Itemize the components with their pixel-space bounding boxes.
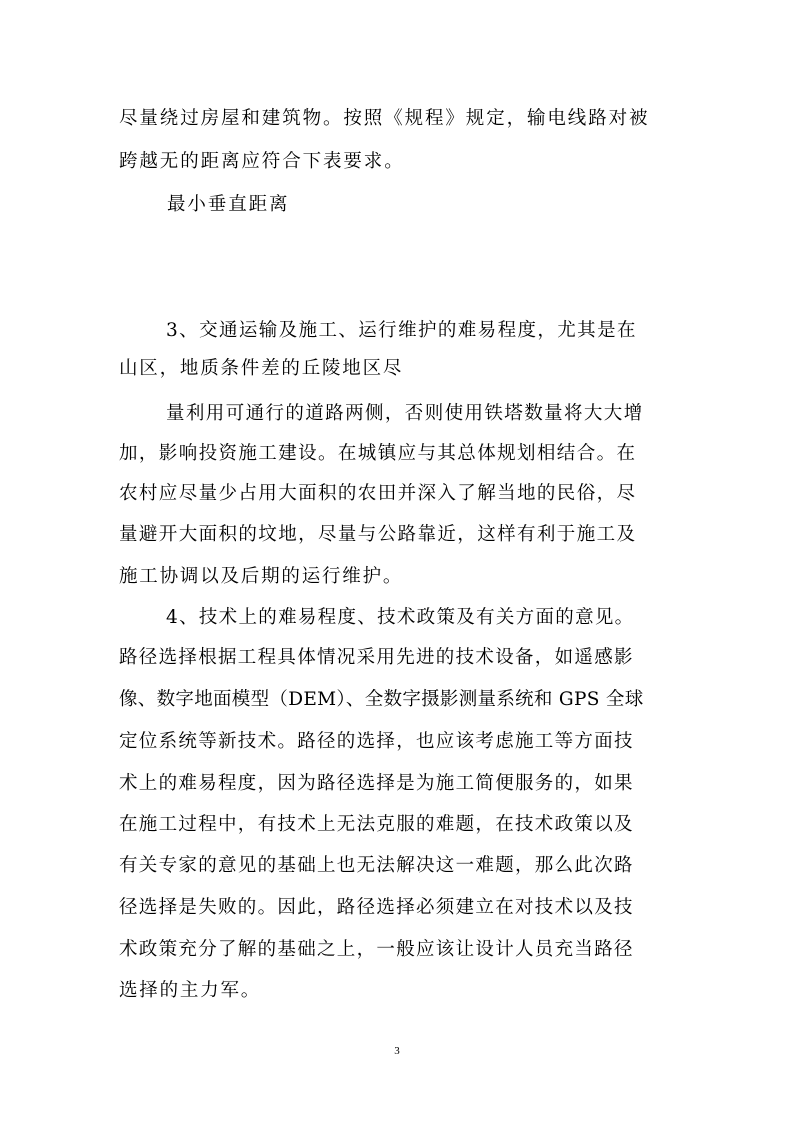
text-line: 施工协调以及后期的运行维护。 bbox=[119, 566, 404, 587]
text-line: 径选择是失败的。因此，路径选择必须建立在对技术以及技 bbox=[119, 897, 634, 918]
text-line: 量避开大面积的坟地，尽量与公路靠近，这样有利于施工及 bbox=[119, 524, 637, 545]
text-line: 农村应尽量少占用大面积的农田并深入了解当地的民俗，尽 bbox=[119, 483, 637, 504]
text-line: 尽量绕过房屋和建筑物。按照《规程》规定，输电线路对被 bbox=[119, 108, 650, 129]
text-line: 量利用可通行的道路两侧，否则使用铁塔数量将大大增 bbox=[166, 403, 644, 424]
text-line: 加，影响投资施工建设。在城镇应与其总体规划相结合。在 bbox=[119, 443, 637, 464]
text-line: 术政策充分了解的基础之上，一般应该让设计人员充当路径 bbox=[119, 939, 634, 960]
text-line: 选择的主力军。 bbox=[119, 980, 262, 1001]
text-line: 4、技术上的难易程度、技术政策及有关方面的意见。 bbox=[166, 607, 635, 628]
page-number: 3 bbox=[394, 1045, 400, 1057]
text-line: 跨越无的距离应符合下表要求。 bbox=[119, 151, 405, 172]
text-line: 3、交通运输及施工、运行维护的难易程度，尤其是在 bbox=[166, 320, 637, 341]
text-line: 定位系统等新技术。路径的选择，也应该考虑施工等方面技 bbox=[119, 731, 634, 752]
text-line: 像、数字地面模型（DEM）、全数字摄影测量系统和 GPS 全球 bbox=[119, 689, 644, 710]
text-line: 有关专家的意见的基础上也无法解决这一难题，那么此次路 bbox=[119, 855, 634, 876]
table-caption: 最小垂直距离 bbox=[167, 194, 290, 215]
text-line: 路径选择根据工程具体情况采用先进的技术设备，如遥感影 bbox=[119, 647, 634, 668]
text-line: 山区，地质条件差的丘陵地区尽 bbox=[119, 358, 404, 379]
text-line: 在施工过程中，有技术上无法克服的难题，在技术政策以及 bbox=[119, 814, 634, 835]
text-line: 术上的难易程度，因为路径选择是为施工简便服务的，如果 bbox=[119, 773, 634, 794]
